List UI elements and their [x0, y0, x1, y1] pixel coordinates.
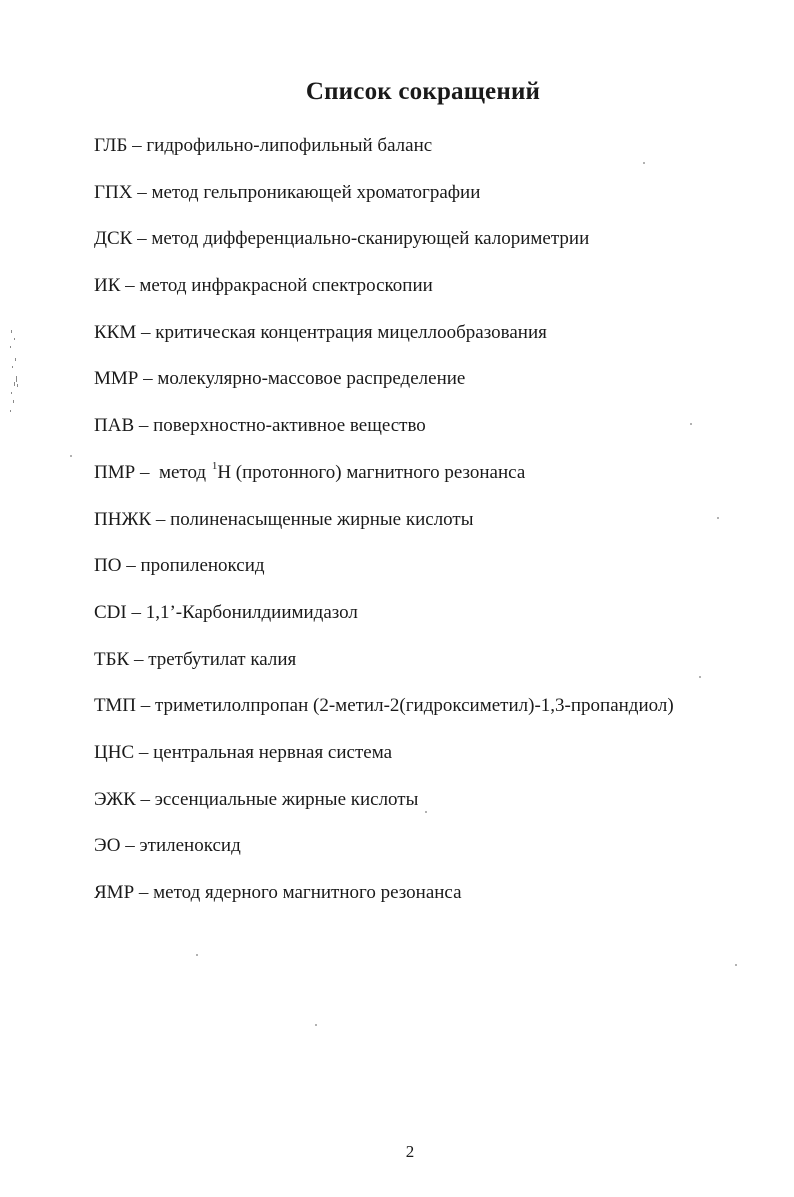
abbreviation-definition: этиленоксид: [139, 835, 241, 857]
abbreviation-definition: метод дифференциально-сканирующей калориметрии: [151, 228, 590, 250]
abbreviation-definition: гидрофильно-липофильный баланс: [146, 135, 433, 156]
abbreviation-item: [94, 597, 774, 644]
scan-speck: [70, 455, 72, 457]
abbreviation-term: ПАВ: [94, 415, 135, 437]
abbreviation-dash: –: [138, 368, 158, 390]
isotope-superscript: 1: [211, 459, 218, 472]
abbreviation-dash: –: [134, 882, 154, 903]
abbreviation-item: [94, 784, 774, 831]
abbreviation-term: ТБК: [94, 648, 130, 670]
abbreviation-item: [94, 223, 774, 270]
abbreviation-item: [94, 550, 774, 597]
abbreviation-dash: –: [132, 181, 152, 203]
abbreviation-term: ИК: [94, 275, 121, 297]
abbreviation-dash: –: [134, 741, 154, 763]
abbreviation-item: [94, 877, 774, 924]
abbreviation-definition: критическая концентрация мицеллообразования: [155, 321, 547, 343]
abbreviation-term: ЦНС: [94, 741, 135, 763]
abbreviation-dash: –: [127, 135, 147, 156]
scan-speck: [315, 1024, 317, 1026]
abbreviation-dash: –: [120, 835, 140, 857]
scan-speck: [643, 162, 645, 164]
abbreviation-item: [94, 130, 774, 177]
abbreviation-dash: –: [136, 321, 156, 343]
abbreviation-term: ПМР: [94, 461, 136, 483]
scan-speck: [717, 517, 719, 519]
abbreviation-term: ПО: [94, 555, 122, 577]
abbreviation-dash: –: [126, 601, 146, 623]
abbreviation-dash: –: [120, 275, 140, 297]
abbreviation-dash: –: [132, 228, 152, 250]
abbreviation-dash: –: [121, 555, 141, 577]
abbreviation-definition: поверхностно-активное вещество: [153, 415, 426, 437]
abbreviation-term: ДСК: [94, 228, 133, 250]
abbreviation-definition: метод инфракрасной спектроскопии: [139, 275, 433, 297]
scan-speck: [196, 954, 198, 956]
abbreviation-definition: третбутилат калия: [148, 648, 297, 670]
abbreviation-dash: –: [135, 788, 155, 810]
abbreviation-term: ККМ: [94, 321, 137, 343]
scan-margin-mark: [8, 328, 22, 418]
abbreviation-dash: –: [135, 461, 159, 483]
abbreviation-term: ММР: [94, 368, 139, 390]
scan-speck: [425, 811, 427, 813]
abbreviation-term: ЯМР: [94, 882, 135, 903]
page-title: Список сокращений: [305, 78, 541, 105]
abbreviation-item: [94, 644, 774, 691]
abbreviation-item: [94, 737, 774, 784]
abbreviation-term: CDI: [94, 601, 127, 623]
abbreviation-item: [94, 270, 774, 317]
abbreviation-item: [94, 317, 774, 364]
abbreviation-item: [94, 457, 774, 504]
abbreviation-definition: метод гельпроникающей хроматографии: [151, 181, 481, 203]
abbreviation-term: ГПХ: [94, 181, 133, 203]
abbreviation-definition: центральная нервная система: [153, 741, 393, 763]
scan-speck: [735, 964, 737, 966]
abbreviation-definition: эссенциальные жирные кислоты: [154, 788, 419, 810]
abbreviation-definition: Н (протонного) магнитного резонанса: [217, 461, 526, 483]
abbreviation-term: ЭЖК: [94, 788, 136, 810]
abbreviation-item: [94, 830, 774, 877]
abbreviation-definition: полиненасыщенные жирные кислоты: [170, 508, 474, 530]
abbreviation-definition: пропиленоксид: [140, 555, 265, 577]
abbreviation-term: ТМП: [94, 695, 136, 717]
abbreviation-dash: –: [151, 508, 171, 530]
abbreviation-term: ЭО: [94, 835, 121, 857]
abbreviation-definition: триметилолпропан (2-метил-2(гидроксиметил)-1,3-пропандиол): [154, 695, 674, 717]
abbreviation-definition: метод ядерного магнитного резонанса: [153, 882, 462, 903]
abbreviation-item: [94, 363, 774, 410]
abbreviation-item: [94, 410, 774, 457]
abbreviation-dash: –: [129, 648, 149, 670]
abbreviation-term: ГЛБ: [94, 135, 128, 156]
abbreviation-item: [94, 690, 774, 737]
abbreviation-list: [94, 130, 774, 924]
scan-speck: [690, 423, 692, 425]
abbreviation-item: [94, 504, 774, 551]
abbreviation-term: ПНЖК: [94, 508, 152, 530]
abbreviation-definition-prefix: метод: [158, 461, 211, 483]
abbreviation-dash: –: [135, 695, 155, 717]
page-number: 2: [405, 1142, 415, 1161]
scan-speck: [699, 676, 701, 678]
abbreviation-item: [94, 177, 774, 224]
abbreviation-definition: 1,1’-Карбонилдиимидазол: [145, 601, 358, 623]
abbreviation-dash: –: [134, 415, 154, 437]
abbreviation-definition: молекулярно-массовое распределение: [157, 368, 466, 390]
